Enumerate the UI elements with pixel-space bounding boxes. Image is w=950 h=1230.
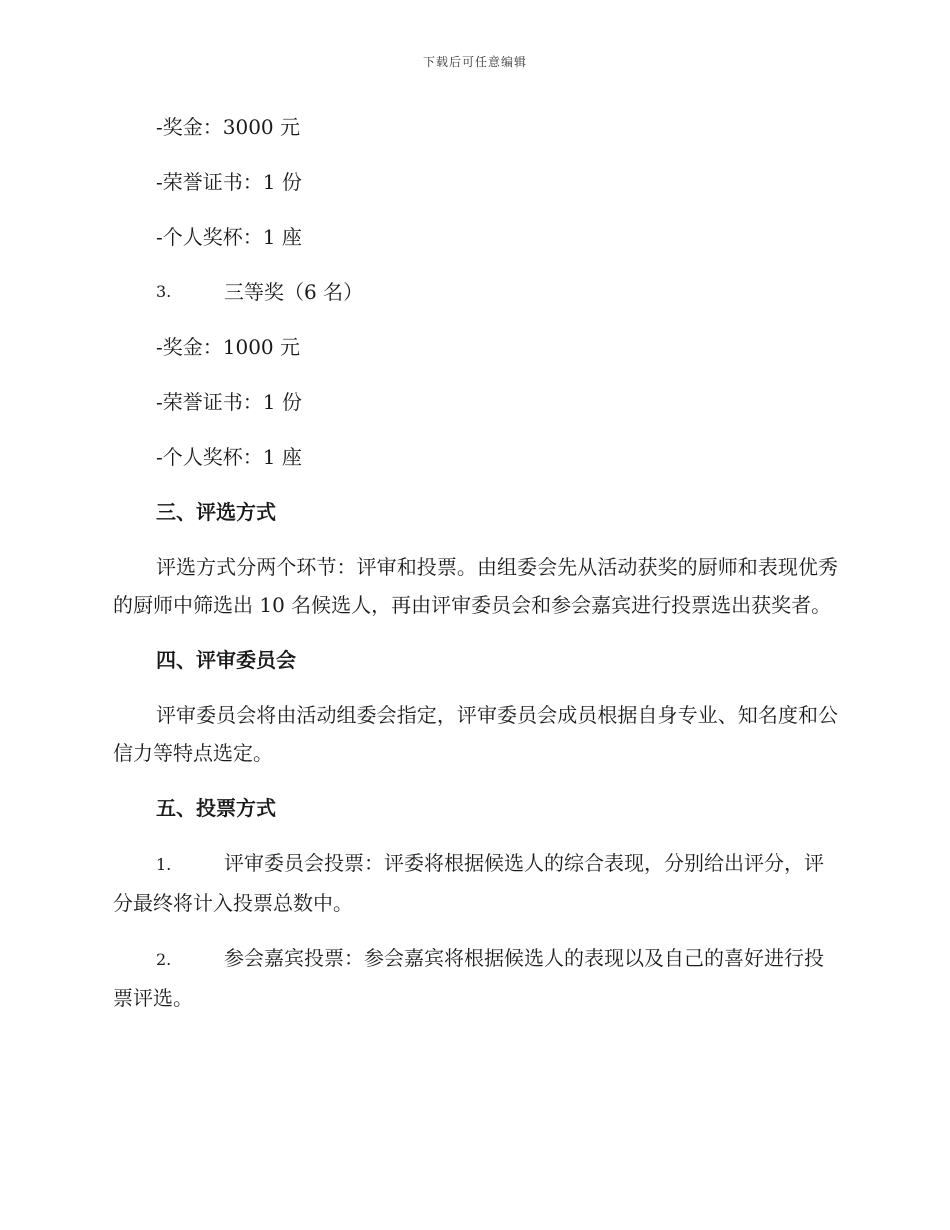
section-heading-voting-method: 五、投票方式 <box>156 796 276 820</box>
review-committee-paragraph: 评审委员会将由活动组委会指定，评审委员会成员根据自身专业、知名度和公信力等特点选定。 <box>113 703 838 765</box>
prize-trophy-line: -个人奖杯：1 座 <box>156 225 302 249</box>
document-body <box>113 108 838 1034</box>
third-prize-text: 三等奖（6 名） <box>224 280 364 304</box>
voting-item-2 <box>113 939 838 1017</box>
section-heading-review-committee: 四、评审委员会 <box>156 648 296 672</box>
third-prize-trophy-line: -个人奖杯：1 座 <box>156 445 302 469</box>
prize-certificate-line: -荣誉证书：1 份 <box>156 170 302 194</box>
prize-bonus-line: -奖金：3000 元 <box>156 115 301 139</box>
voting-item-1 <box>113 844 838 922</box>
voting-item-2-text: 参会嘉宾投票：参会嘉宾将根据候选人的表现以及自己的喜好进行投票评选。 <box>113 946 824 1010</box>
selection-method-paragraph: 评选方式分两个环节：评审和投票。由组委会先从活动获奖的厨师和表现优秀的厨师中筛选出 10 名候选人，再由评审委员会和参会嘉宾进行投票选出获奖者。 <box>113 555 838 617</box>
list-number: 2. <box>156 950 172 969</box>
page-header: 下载后可任意编辑 <box>422 55 527 69</box>
voting-item-1-text: 评审委员会投票：评委将根据候选人的综合表现，分别给出评分，评分最终将计入投票总数中。 <box>113 851 824 915</box>
third-prize-item <box>113 273 838 311</box>
list-number: 1. <box>156 855 172 874</box>
third-prize-bonus-line: -奖金：1000 元 <box>156 335 301 359</box>
section-heading-selection-method: 三、评选方式 <box>156 500 276 524</box>
third-prize-certificate-line: -荣誉证书：1 份 <box>156 390 302 414</box>
list-number: 3. <box>156 282 172 301</box>
